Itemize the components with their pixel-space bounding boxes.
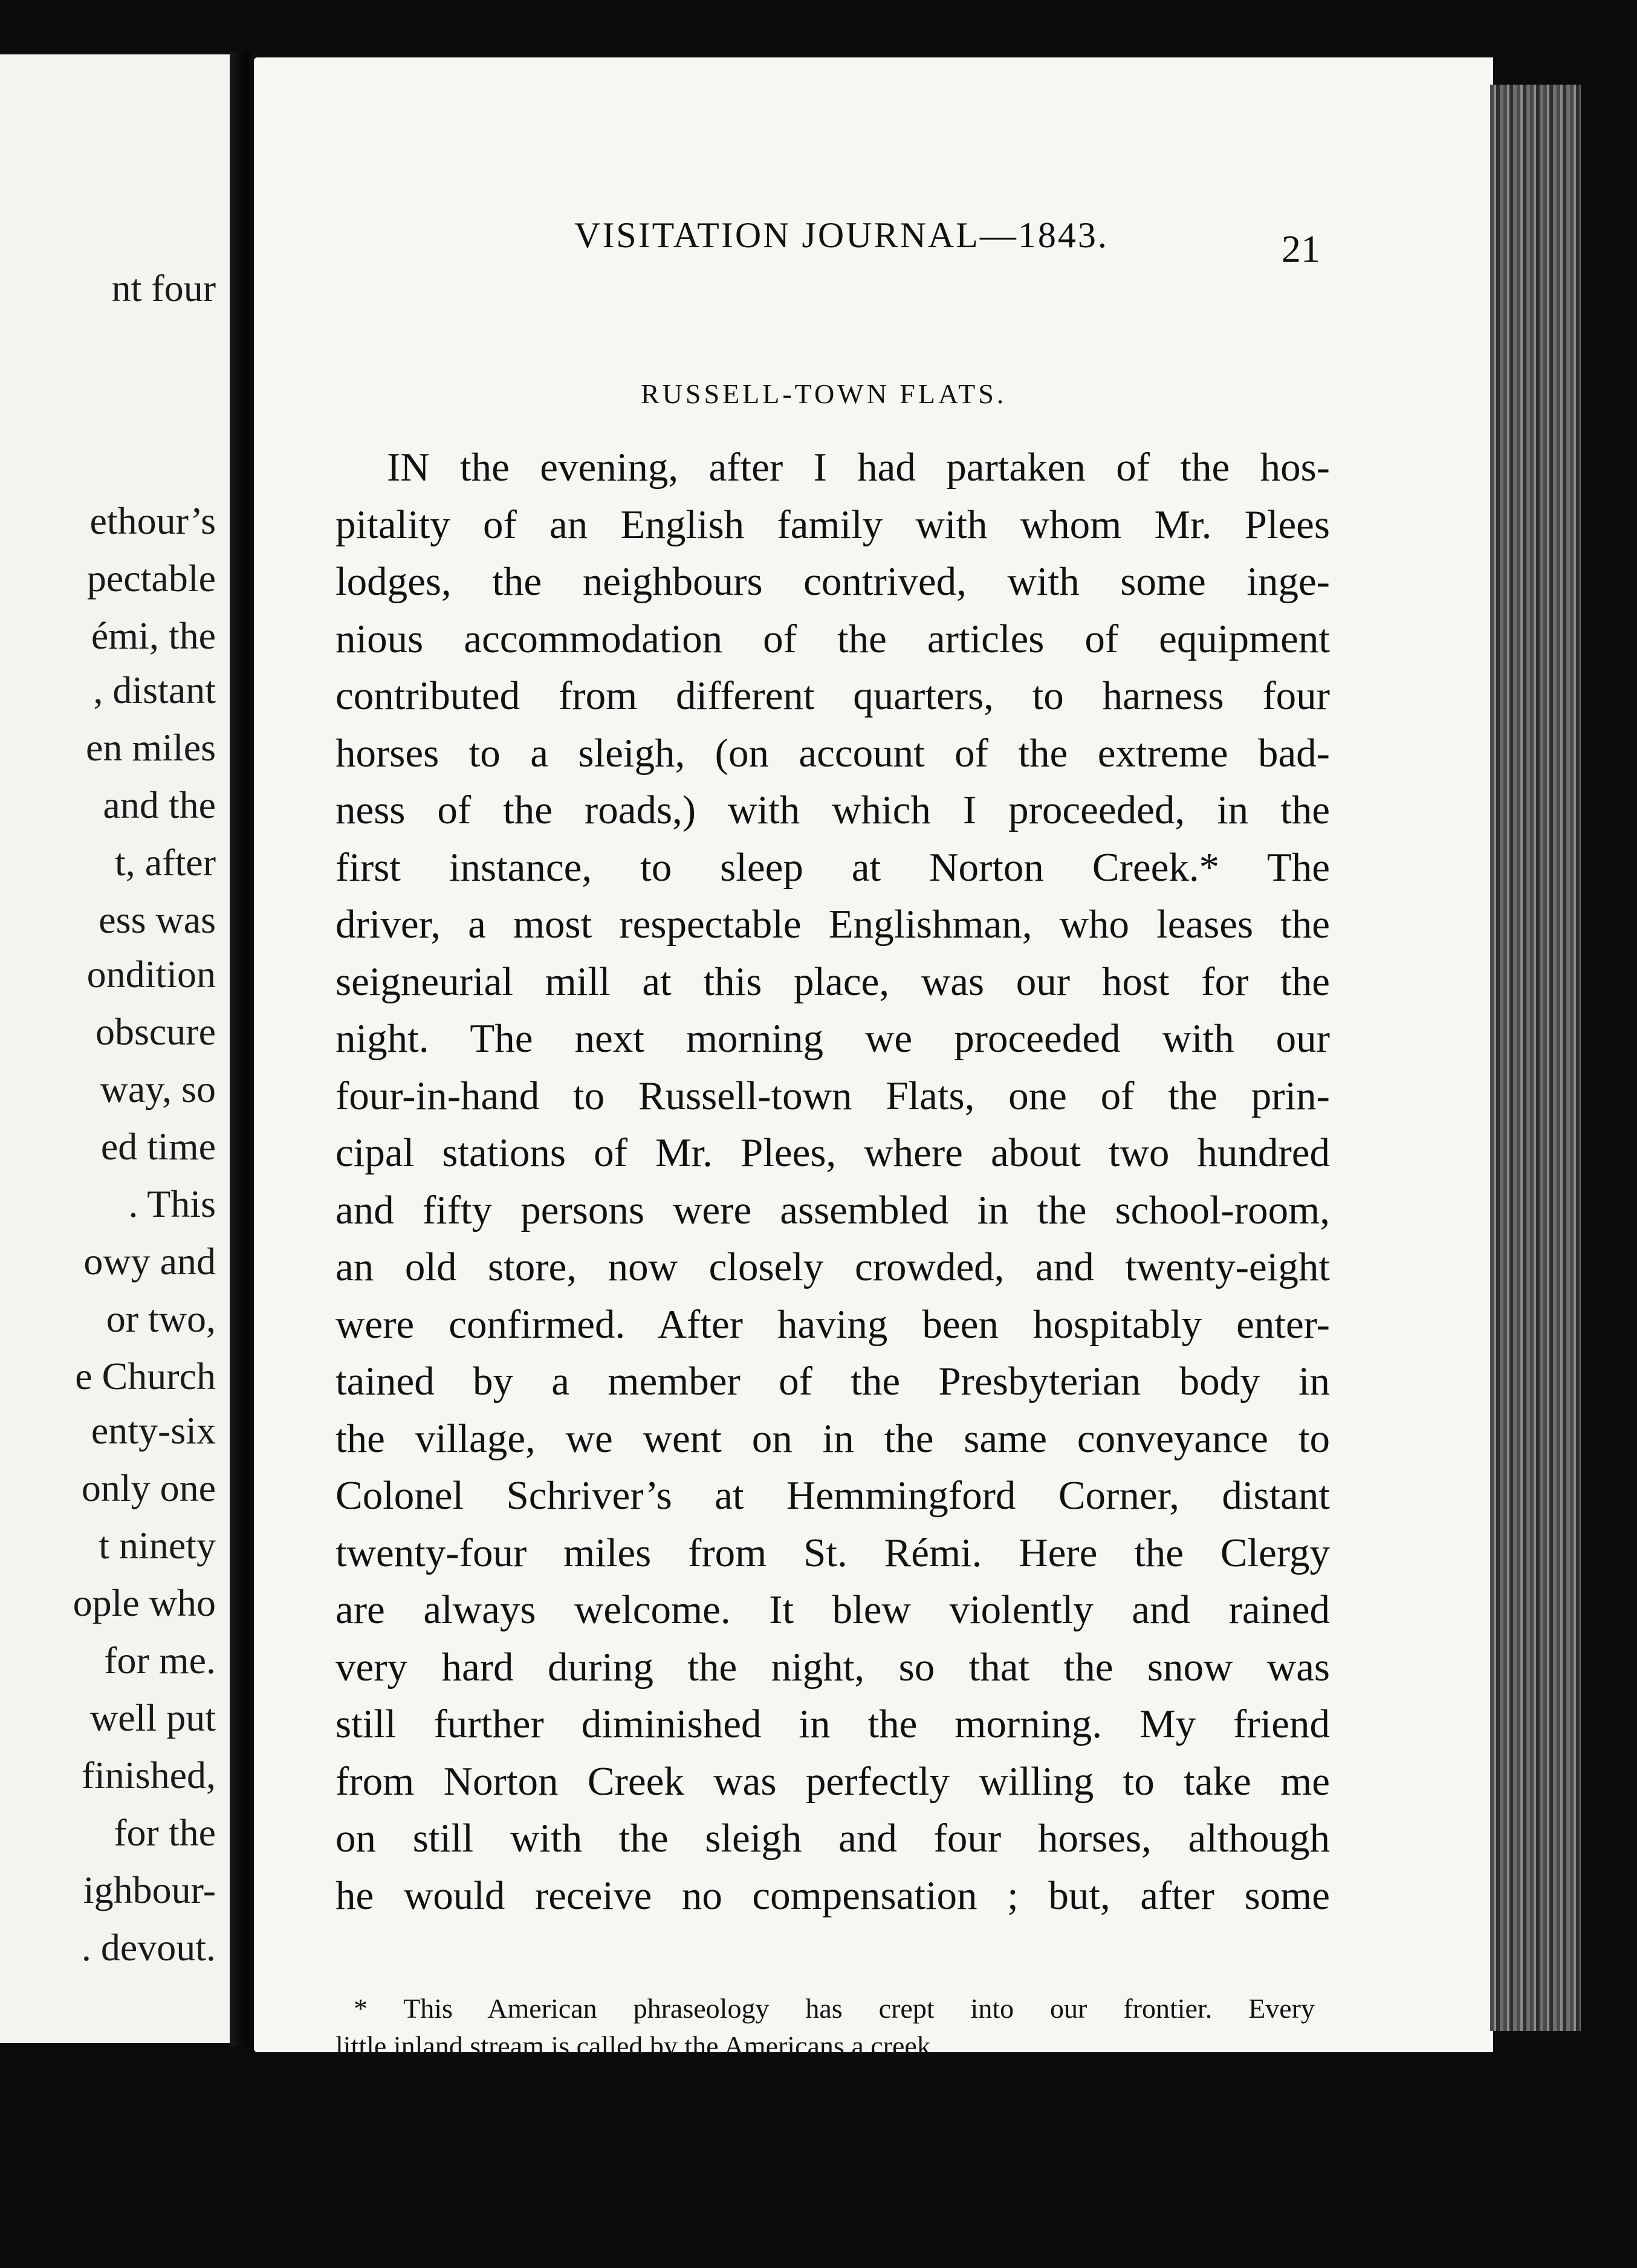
left-page-fragment: . devout. [81,1926,216,1969]
page-edges [1490,85,1581,2031]
body-line: first instance, to sleep at Norton Creek.* The [336,845,1330,890]
body-line: contributed from different quarters, to harness four [336,673,1330,718]
left-page-fragment: enty-six [91,1409,216,1452]
left-page-fragment: e Church [75,1355,216,1398]
body-line: driver, a most respectable Englishman, who leases the [336,902,1330,947]
section-title: RUSSELL-TOWN FLATS. [641,378,1007,409]
left-page-fragment: t, after [115,841,216,884]
page-number: 21 [1282,227,1320,270]
left-page-fragment: only one [81,1466,216,1509]
body-line: from Norton Creek was perfectly willing to take me [336,1759,1330,1804]
left-page-fragment: t ninety [99,1524,216,1567]
body-line: seigneurial mill at this place, was our host for the [336,959,1330,1004]
left-page-fragment: owy and [83,1240,216,1283]
left-page-fragment: for me. [104,1639,216,1682]
left-page-fragment: way, so [100,1068,216,1110]
left-page-fragment: en miles [85,726,216,769]
body-line: he would receive no compensation ; but, after some [336,1873,1330,1918]
left-page-fragment: , distant [93,669,216,711]
left-page-fragment: for the [114,1811,216,1854]
left-page-fragment: and the [103,783,216,826]
running-head: VISITATION JOURNAL—1843. [574,215,1109,255]
body-line: and fifty persons were assembled in the school-room, [336,1188,1330,1233]
left-page-fragment: . This [128,1182,216,1225]
left-page-fragment: ighbour- [83,1868,216,1911]
body-line: tained by a member of the Presbyterian body in [336,1359,1330,1404]
body-line: still further diminished in the morning. My friend [336,1702,1330,1746]
body-line: are always welcome. It blew violently and rained [336,1587,1330,1632]
left-page-fragment: ess was [99,898,216,941]
left-page-fragment: ople who [73,1581,216,1624]
left-page-fragment: obscure [95,1010,216,1053]
left-page-fragment: ed time [100,1125,216,1168]
body-line: on still with the sleigh and four horses, although [336,1816,1330,1861]
body-line: night. The next morning we proceeded with our [336,1016,1330,1061]
body-line: the village, we went on in the same conveyance to [336,1416,1330,1461]
body-line: cipal stations of Mr. Plees, where about two hundred [336,1130,1330,1175]
body-line: lodges, the neighbours contrived, with some inge- [336,559,1330,604]
body-line: four-in-hand to Russell-town Flats, one of the prin- [336,1074,1330,1118]
left-page-fragment: ondition [86,953,216,996]
footnote-line: little inland stream is called by the Americans a creek. [336,2030,938,2061]
body-line: nious accommodation of the articles of equipment [336,617,1330,661]
body-line: horses to a sleigh, (on account of the extreme bad- [336,731,1330,776]
left-page [0,54,241,2043]
body-line: an old store, now closely crowded, and twenty-eight [336,1245,1330,1289]
footnote-line: * This American phraseology has crept into our frontier. Every [354,1993,1315,2024]
book-gutter [230,51,257,2046]
body-line: pitality of an English family with whom Mr. Plees [336,502,1330,547]
body-line: IN the evening, after I had partaken of the hos- [387,445,1330,490]
left-page-fragment: pectable [86,557,216,600]
left-page-fragment: well put [90,1696,216,1739]
left-page-fragment: finished, [81,1754,216,1797]
body-line: twenty-four miles from St. Rémi. Here the Clergy [336,1531,1330,1575]
body-line: very hard during the night, so that the snow was [336,1645,1330,1690]
left-page-fragment: ethour’s [89,499,216,542]
left-page-fragment: émi, the [91,614,216,657]
body-line: were confirmed. After having been hospitably enter- [336,1302,1330,1347]
left-page-fragment: nt four [111,267,216,309]
body-line: ness of the roads,) with which I proceeded, in the [336,788,1330,832]
left-page-fragment: or two, [106,1297,216,1340]
body-line: Colonel Schriver’s at Hemmingford Corner, distant [336,1473,1330,1518]
